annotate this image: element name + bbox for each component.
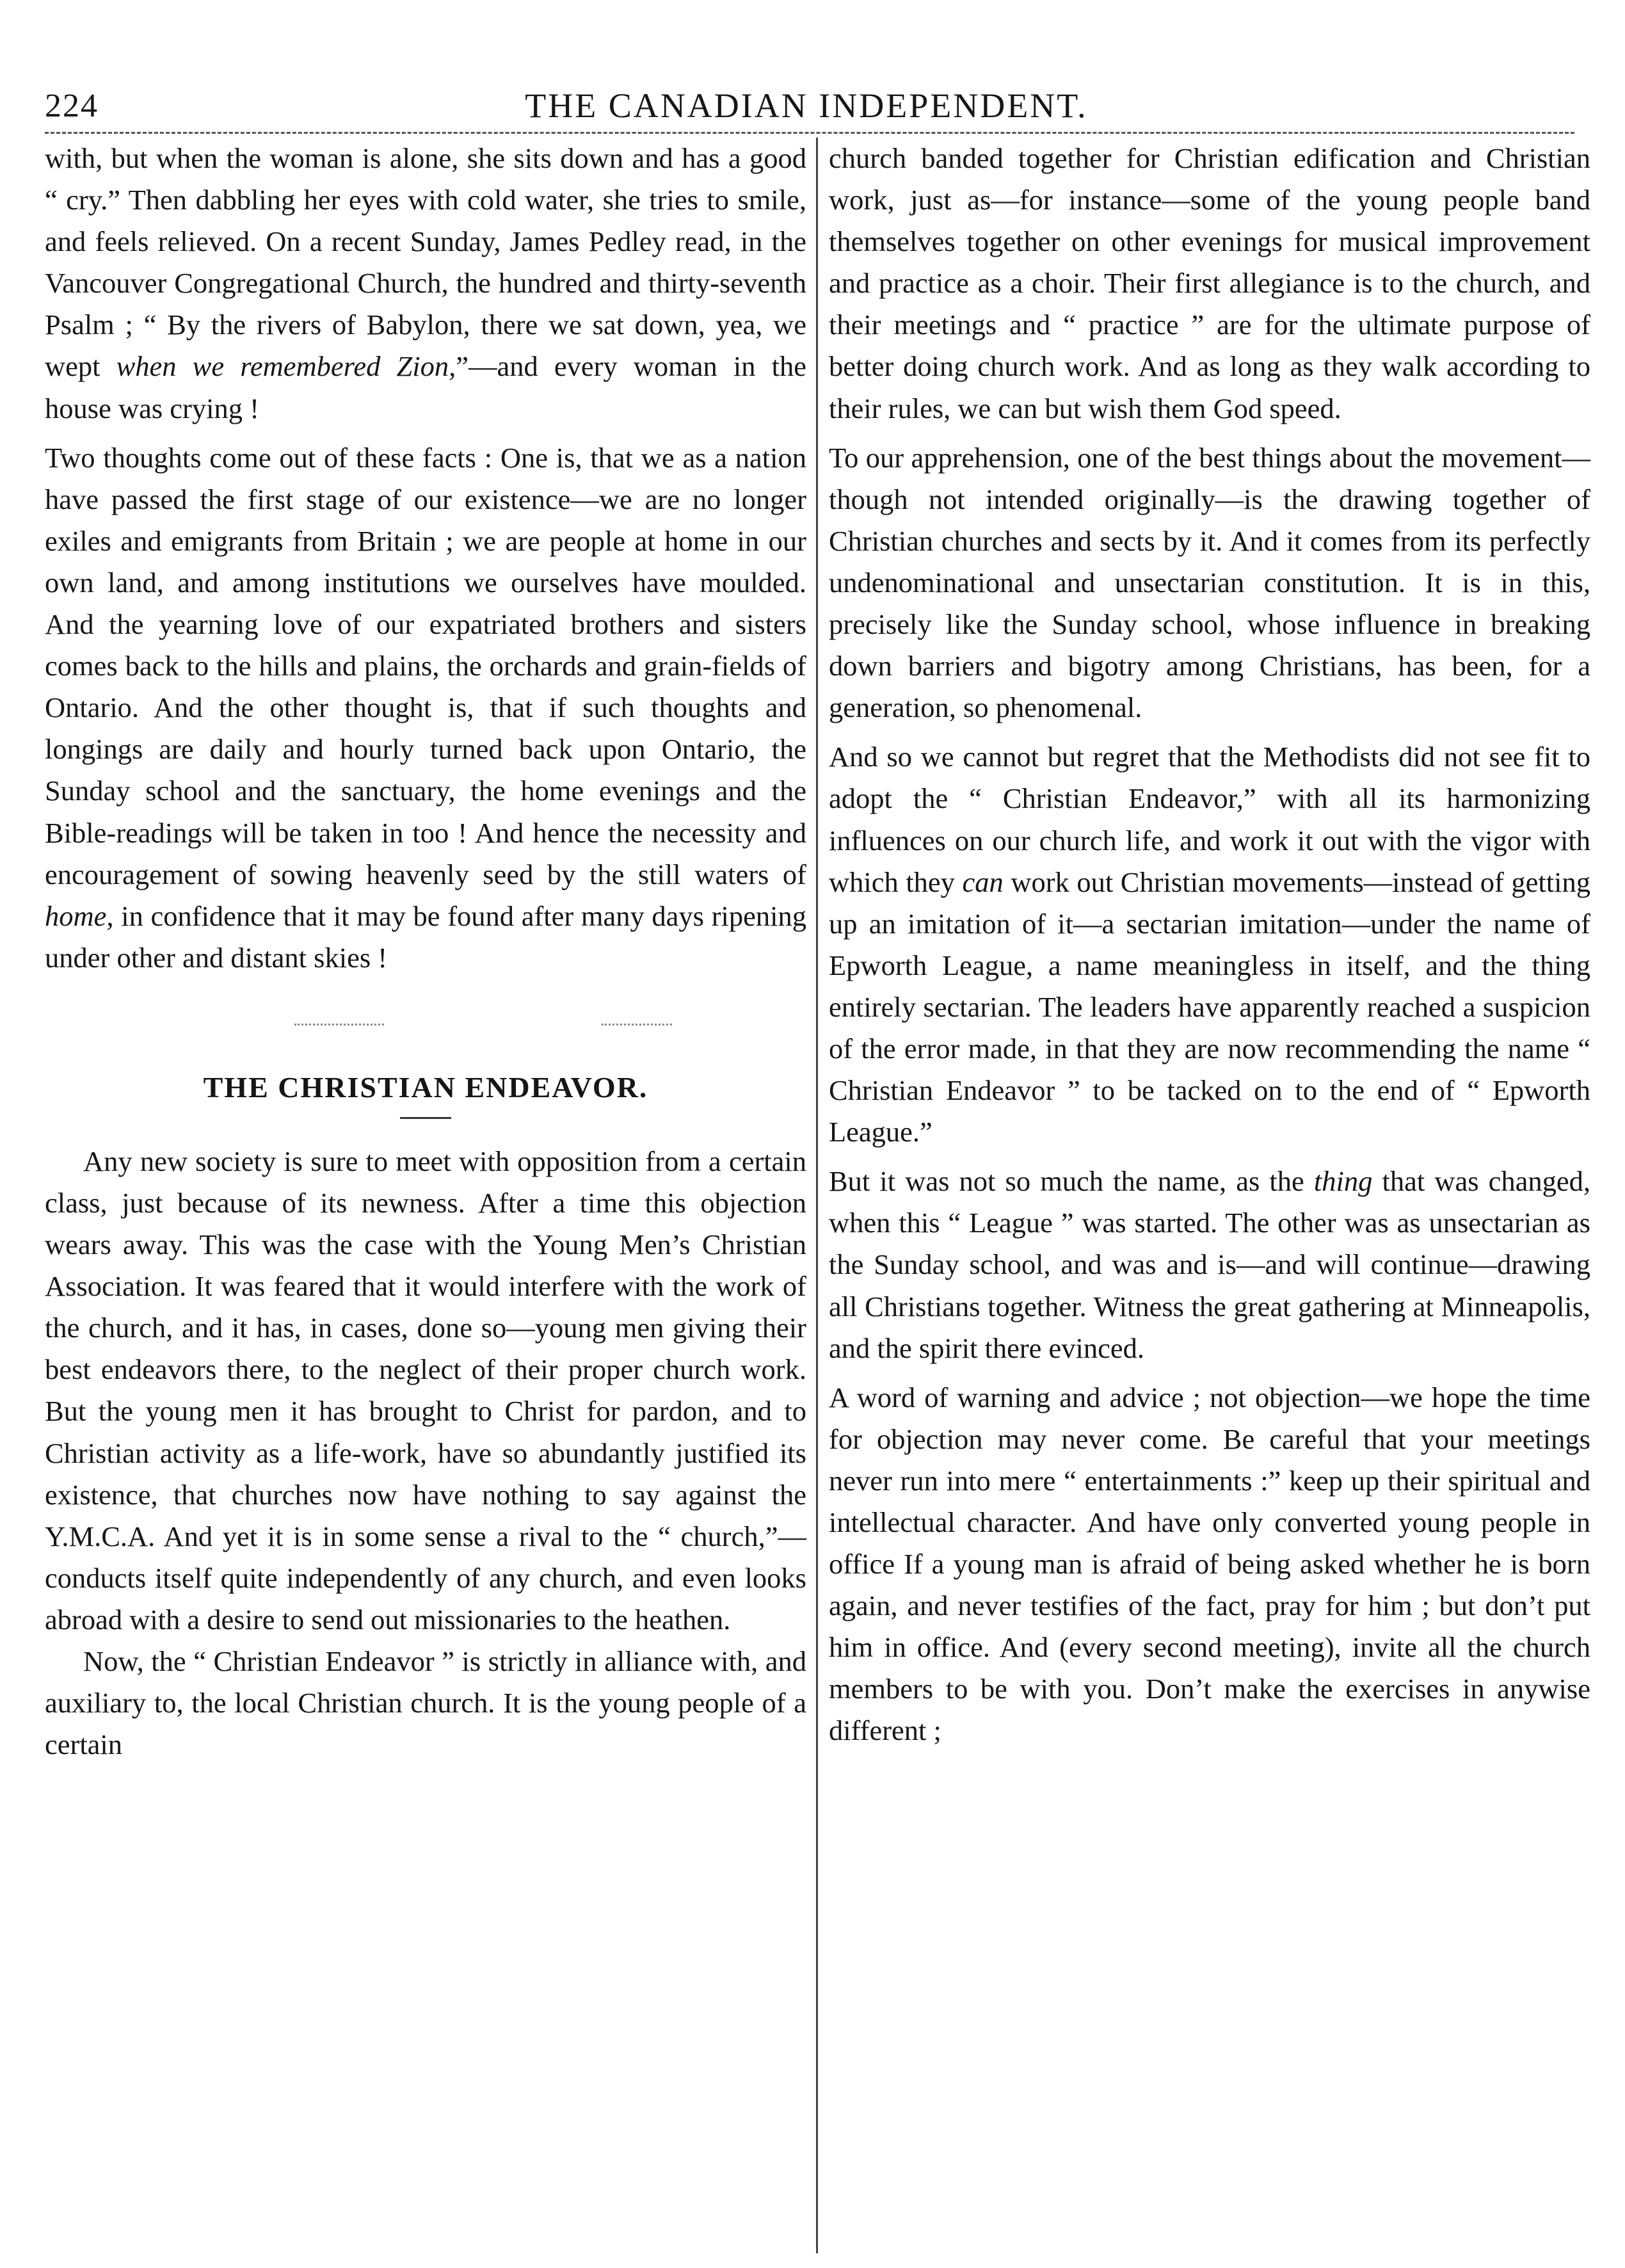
left-paragraph-1: with, but when the woman is alone, she sits down and has a good “ cry.” Then dabbling her eyes with cold water, she tries to smile, and feels relieved. On a recent Sunday, James Pedley read, in the Vancouver Congregational Church, the hundred and thirty-seventh Psalm ; “ By the rivers of Babylon, there we sat down, yea, we wept when we remembered Zion,”—and every woman in the house was crying ! bbox=[45, 142, 806, 424]
journal-title: THE CANADIAN INDEPENDENT. bbox=[525, 86, 1088, 125]
left-paragraph-4: Now, the “ Christian Endeavor ” is strictly in alliance with, and auxiliary to, the local Christian church. It is the young people of a certain bbox=[45, 1645, 806, 1761]
page-number: 224 bbox=[45, 88, 99, 124]
italic-word: thing bbox=[1313, 1165, 1373, 1198]
italic-phrase: when we remembered Zion, bbox=[116, 350, 456, 383]
right-paragraph-3: And so we cannot but regret that the Methodists did not see fit to adopt the “ Christian Endeavor,” with all its harmonizing influences on our church life, and work it out with the vigor with which they can work out Christian movements—instead of getting up an imitation of it—a sectarian imitation—under the name of Epworth League, a name meaningless in itself, and the thing entirely sectarian. The leaders have apparently reached a suspicion of the error made, in that they are now recommending the name “ Christian Endeavor ” to be tacked on to the end of “ Epworth League.” bbox=[829, 741, 1590, 1148]
page-header bbox=[45, 82, 1568, 130]
right-paragraph-5: A word of warning and advice ; not objection—we hope the time for objection may never come. Be careful that your meetings never run into mere “ entertainments :” keep up their spiritual and intellectual character. And have only converted young people in office If a young man is afraid of being asked whether he is born again, and never testifies of the fact, pray for him ; but don’t put him in office. And (every second meeting), invite all the church members to be with you. Don’t make the exercises in anywise different ; bbox=[829, 1381, 1590, 1747]
right-paragraph-1: church banded together for Christian edification and Christian work, just as—for instance—some of the young people band themselves together on other evenings for musical improvement and practice as a choir. Their first allegiance is to the church, and their meetings and “ practice ” are for the ultimate purpose of better doing church work. And as long as they walk according to their rules, we can but wish them God speed. bbox=[829, 142, 1590, 424]
right-paragraph-2: To our apprehension, one of the best things about the movement—though not intended originally—is the drawing together of Christian churches and sects by it. And it comes from its perfectly undenominational and unsectarian constitution. It is in this, precisely like the Sunday school, whose influence in breaking down barriers and bigotry among Christians, has been, for a generation, so phenomenal. bbox=[829, 441, 1590, 724]
heading-rule bbox=[400, 1117, 451, 1119]
left-paragraph-3: Any new society is sure to meet with opposition from a certain class, just because of its newness. After a time this objection wears away. This was the case with the Young Men’s Christian Association. It was feared that it would interfere with the work of the church, and it has, in cases, done so—young men giving their best endeavors there, to the neglect of their proper church work. But the young men it has brought to Christ for pardon, and to Christian activity as a life-work, have so abundantly justified its existence, that churches now have nothing to say against the Y.M.C.A. And yet it is in some sense a rival to the “ church,”—conducts itself quite independently of any church, and even looks abroad with a desire to send out missionaries to the heathen. bbox=[45, 1145, 806, 1636]
header-rule bbox=[45, 132, 1574, 134]
right-paragraph-4: But it was not so much the name, as the thing that was changed, when this “ League ” was started. The other was as unsectarian as the Sunday school, and was and is—and will continue—drawing all Christians together. Witness the great gathering at Minneapolis, and the spirit there evinced. bbox=[829, 1165, 1591, 1364]
section-heading: THE CHRISTIAN ENDEAVOR. bbox=[203, 1070, 648, 1104]
section-divider bbox=[45, 979, 806, 1068]
left-paragraph-2: Two thoughts come out of these facts : One is, that we as a nation have passed the first stage of our existence—we are no longer exiles and emigrants from Britain ; we are people at home in our own land, and among institutions we ourselves have moulded. And the yearning love of our expatriated brothers and sisters comes back to the hills and plains, the orchards and grain-fields of Ontario. And the other thought is, that if such thoughts and longings are daily and hourly turned back upon Ontario, the Sunday school and the sanctuary, the home evenings and the Bible-readings will be taken in too ! And hence the necessity and encouragement of sowing heavenly seed by the still waters of home, in confidence that it may be found after many days ripening under other and distant skies ! bbox=[45, 441, 806, 974]
column-rule bbox=[816, 138, 818, 2253]
right-column bbox=[829, 138, 1590, 1752]
italic-word: home, bbox=[45, 899, 114, 932]
left-column bbox=[45, 138, 806, 1765]
italic-word: can bbox=[962, 865, 1004, 898]
